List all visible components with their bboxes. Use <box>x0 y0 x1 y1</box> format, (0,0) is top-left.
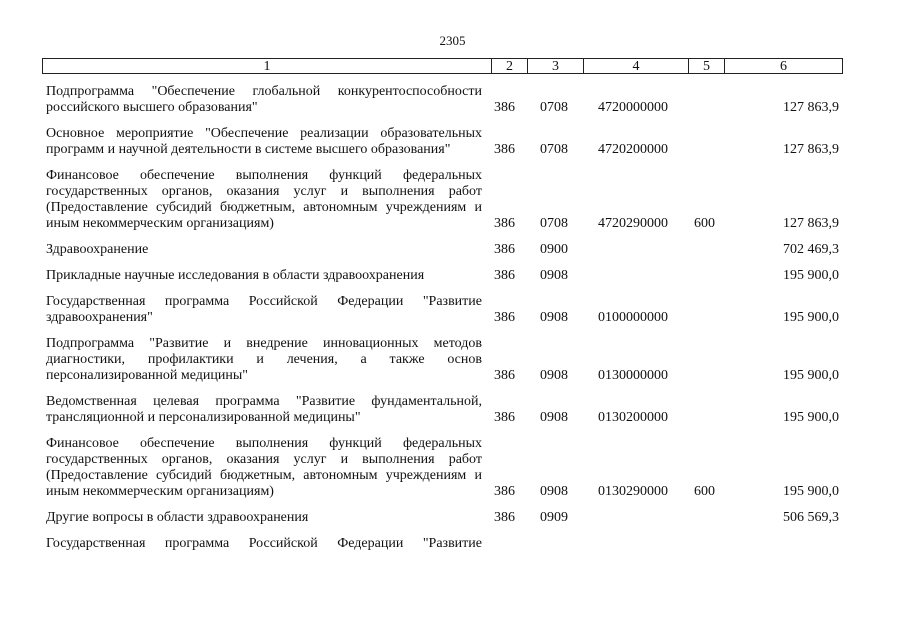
row-amount: 195 900,0 <box>783 484 839 499</box>
row-target-code: 4720000000 <box>598 100 668 115</box>
row-amount: 195 900,0 <box>783 410 839 425</box>
row-section-code: 0708 <box>540 100 568 115</box>
header-cell-6: 6 <box>724 59 842 73</box>
row-description: Финансовое обеспечение выполнения функций федеральных государственных органов, оказания услуг и выполнения работ (Предоставление субсидий бюджетным, автономным учреждениям и иным некоммерческим организациям) <box>46 436 482 499</box>
row-description: Ведомственная целевая программа "Развитие фундаментальной, трансляционной и персонализированной медицины" <box>46 394 482 425</box>
table-row <box>46 126 846 158</box>
table-row <box>46 168 846 232</box>
row-ministry-code: 386 <box>494 410 515 425</box>
row-section-code: 0900 <box>540 242 568 257</box>
row-description: Прикладные научные исследования в области здравоохранения <box>46 268 425 283</box>
table-row <box>46 510 846 526</box>
table-row <box>46 242 846 258</box>
row-description: Государственная программа Российской Федерации "Развитие здравоохранения" <box>46 294 482 325</box>
header-cell-4: 4 <box>583 59 688 73</box>
row-amount: 127 863,9 <box>783 216 839 231</box>
table-row <box>46 294 846 326</box>
row-target-code: 0130000000 <box>598 368 668 383</box>
row-target-code: 0100000000 <box>598 310 668 325</box>
row-description: Основное мероприятие "Обеспечение реализации образовательных программ и научной деятельности в системе высшего образования" <box>46 126 482 157</box>
row-ministry-code: 386 <box>494 268 515 283</box>
row-amount: 506 569,3 <box>783 510 839 525</box>
row-section-code: 0708 <box>540 142 568 157</box>
table-row <box>46 84 846 116</box>
row-amount: 195 900,0 <box>783 368 839 383</box>
row-target-code: 4720290000 <box>598 216 668 231</box>
table-row <box>46 394 846 426</box>
row-section-code: 0908 <box>540 310 568 325</box>
row-description: Государственная программа Российской Федерации "Развитие <box>46 536 482 551</box>
row-ministry-code: 386 <box>494 368 515 383</box>
row-ministry-code: 386 <box>494 100 515 115</box>
row-amount: 702 469,3 <box>783 242 839 257</box>
row-description: Здравоохранение <box>46 242 149 257</box>
row-ministry-code: 386 <box>494 310 515 325</box>
table-header <box>42 58 843 74</box>
row-target-code: 0130290000 <box>598 484 668 499</box>
row-ministry-code: 386 <box>494 484 515 499</box>
row-amount: 127 863,9 <box>783 100 839 115</box>
header-cell-2: 2 <box>491 59 527 73</box>
table-body <box>46 84 846 562</box>
row-section-code: 0908 <box>540 484 568 499</box>
row-amount: 127 863,9 <box>783 142 839 157</box>
page-number: 2305 <box>439 33 466 48</box>
table-row <box>46 436 846 500</box>
header-cell-1: 1 <box>263 59 271 74</box>
header-cell-5: 5 <box>688 59 724 73</box>
row-description: Другие вопросы в области здравоохранения <box>46 510 309 525</box>
row-section-code: 0908 <box>540 410 568 425</box>
table-row <box>46 268 846 284</box>
row-section-code: 0708 <box>540 216 568 231</box>
row-section-code: 0908 <box>540 368 568 383</box>
row-section-code: 0908 <box>540 268 568 283</box>
row-ministry-code: 386 <box>494 216 515 231</box>
row-expense-type: 600 <box>694 484 715 499</box>
row-section-code: 0909 <box>540 510 568 525</box>
row-expense-type: 600 <box>694 216 715 231</box>
row-target-code: 0130200000 <box>598 410 668 425</box>
row-ministry-code: 386 <box>494 242 515 257</box>
row-amount: 195 900,0 <box>783 268 839 283</box>
row-target-code: 4720200000 <box>598 142 668 157</box>
table-row <box>46 536 846 552</box>
row-description: Финансовое обеспечение выполнения функций федеральных государственных органов, оказания услуг и выполнения работ (Предоставление субсидий бюджетным, автономным учреждениям и иным некоммерческим организациям) <box>46 168 482 231</box>
row-ministry-code: 386 <box>494 510 515 525</box>
row-amount: 195 900,0 <box>783 310 839 325</box>
row-description: Подпрограмма "Обеспечение глобальной конкурентоспособности российского высшего образования" <box>46 84 482 115</box>
header-cell-3: 3 <box>527 59 583 73</box>
row-ministry-code: 386 <box>494 142 515 157</box>
table-row <box>46 336 846 384</box>
row-description: Подпрограмма "Развитие и внедрение инновационных методов диагностики, профилактики и лечения, а также основ персонализированной медицины" <box>46 336 482 383</box>
